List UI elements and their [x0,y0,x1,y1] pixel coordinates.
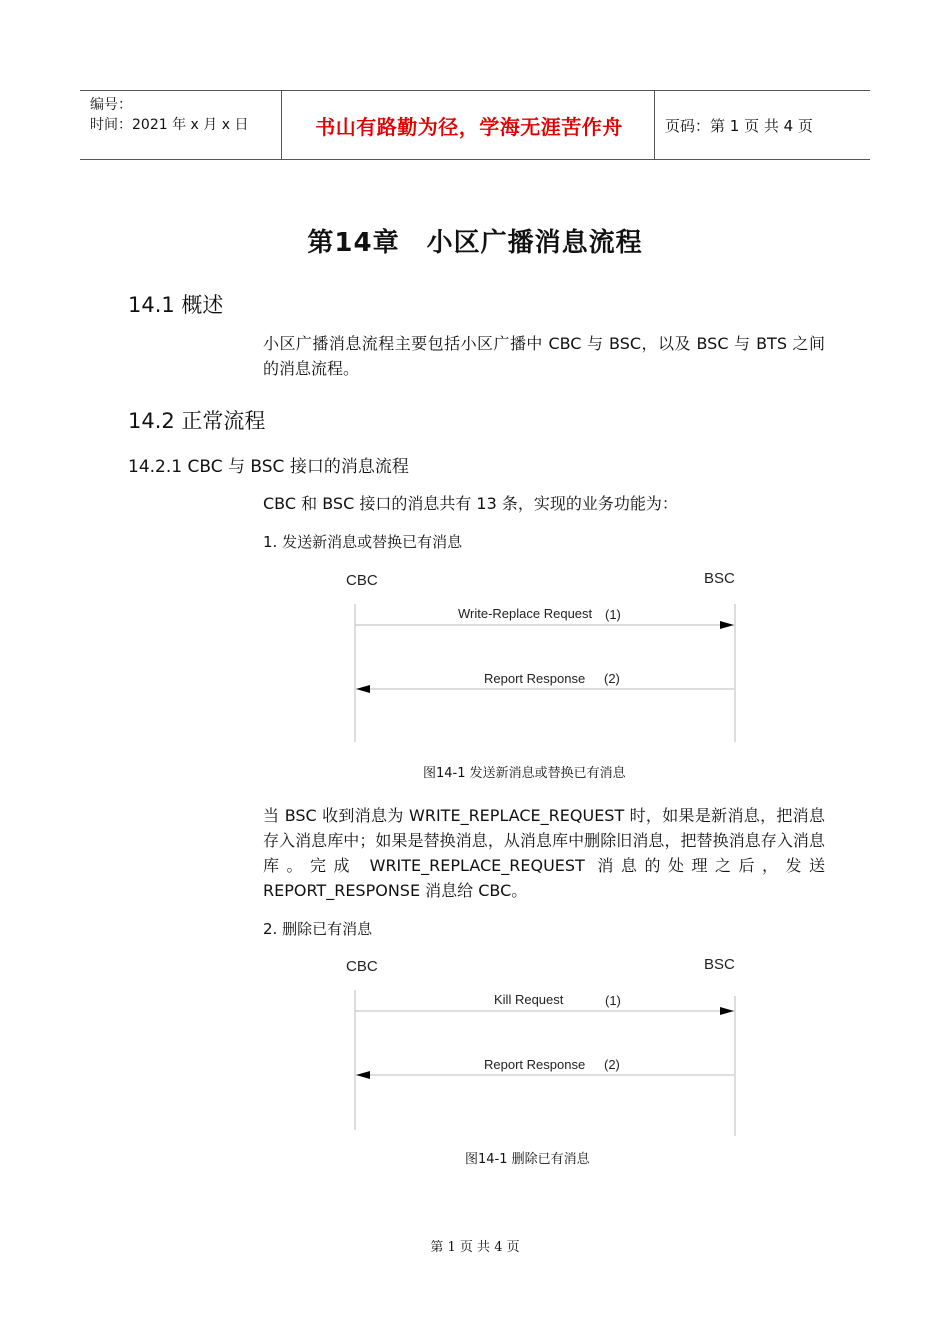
sequence-diagram-1 [340,562,760,742]
page-footer: 第 1 页 共 4 页 [430,1240,520,1255]
section-14-1-paragraph: 小区广播消息流程主要包括小区广播中 CBC 与 BSC，以及 BSC 与 BTS 之间的消息流程。 [263,334,825,378]
entity-cbc-label: CBC [346,958,378,975]
entity-bsc-label: BSC [704,956,735,973]
chapter-title: 第14章 小区广播消息流程 [307,228,643,258]
message-1-number: (1) [605,993,621,1008]
header-table [80,90,870,160]
figure-caption-1: 图14-1 发送新消息或替换已有消息 [423,766,626,781]
message-2-label: Report Response [484,671,586,686]
write-replace-paragraph: 当 BSC 收到消息为 WRITE_REPLACE_REQUEST 时，如果是新消息，把消息存入消息库中；如果是替换消息，从消息库中删除旧消息，把替换消息存入消息库。完成 WRITE_REPLACE_REQUEST 消息的处理之后，发送 REPORT_RESPONSE 消息给 CBC。 [263,806,825,900]
message-2-number: (2) [604,671,620,686]
entity-cbc-label: CBC [346,572,378,589]
header-page-label: 页码：第 1 页 共 4 页 [665,116,813,135]
figure-caption-2: 图14-1 删除已有消息 [465,1152,590,1167]
section-title-14-2: 14.2 正常流程 [128,409,266,433]
subsection-intro: CBC 和 BSC 接口的消息共有 13 条，实现的业务功能为： [263,494,678,513]
subsection-title-14-2-1: 14.2.1 CBC 与 BSC 接口的消息流程 [128,457,409,477]
list-item-1: 1. 发送新消息或替换已有消息 [263,533,463,551]
sequence-diagram-2 [340,948,760,1128]
header-divider [281,91,282,159]
message-1-number: (1) [605,607,621,622]
header-id-label: 编号： [90,97,132,113]
message-2-label: Report Response [484,1057,586,1072]
message-2-number: (2) [604,1057,620,1072]
entity-bsc-label: BSC [704,570,735,587]
message-1-label: Kill Request [494,992,564,1007]
header-time-label: 时间：2021 年 x 月 x 日 [90,117,249,133]
message-1-label: Write-Replace Request [458,606,593,621]
header-motto: 书山有路勤为径，学海无涯苦作舟 [315,114,623,139]
section-title-14-1: 14.1 概述 [128,293,224,317]
list-item-2: 2. 删除已有消息 [263,920,373,938]
header-meta [90,95,248,135]
